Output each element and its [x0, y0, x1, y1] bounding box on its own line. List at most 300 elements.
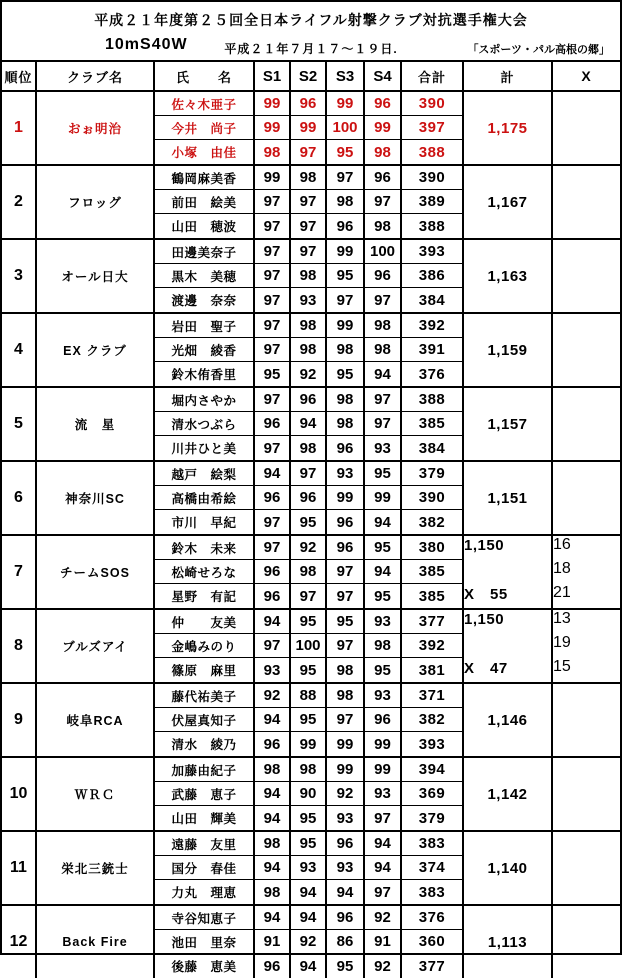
series-total-cell: 391: [402, 338, 464, 362]
score-cell: 98: [291, 166, 327, 190]
score-cell: 94: [255, 610, 291, 634]
series-total-cell: 390: [402, 92, 464, 116]
team-row-group: [2, 830, 620, 904]
club-name-cell: 栄北三銃士: [37, 832, 155, 904]
member-name-cell: 松崎せろな: [155, 560, 255, 584]
member-name-cell: 武藤 恵子: [155, 782, 255, 806]
member-name-cell: 篠原 麻里: [155, 658, 255, 682]
score-cell: 95: [365, 584, 402, 608]
score-cell: 97: [291, 214, 327, 238]
team-row-group: [2, 90, 620, 164]
score-cell: 96: [365, 264, 402, 288]
score-cell: 97: [291, 462, 327, 486]
score-cell: 96: [327, 906, 365, 930]
score-cell: 95: [327, 362, 365, 386]
series-total-cell: 388: [402, 214, 464, 238]
team-total-cell: 1,140: [464, 832, 553, 904]
x-column-cell: [553, 314, 620, 386]
member-name-cell: 力丸 理恵: [155, 880, 255, 904]
team-total-cell: 1,146: [464, 684, 553, 756]
club-name-cell: 神奈川SC: [37, 462, 155, 534]
team-row-group: [2, 682, 620, 756]
score-cell: 93: [365, 684, 402, 708]
score-cell: 95: [291, 832, 327, 856]
series-total-cell: 394: [402, 758, 464, 782]
score-cell: 94: [365, 560, 402, 584]
score-cell: 96: [327, 214, 365, 238]
club-name-cell: Back Fire: [37, 906, 155, 978]
score-cell: 99: [327, 92, 365, 116]
team-total-cell: 1,157: [464, 388, 553, 460]
x-count-lines: [553, 610, 620, 682]
title-block: [2, 2, 620, 60]
x-column-cell: [553, 388, 620, 460]
score-cell: 99: [327, 732, 365, 756]
rank-cell: 8: [2, 610, 37, 682]
score-cell: 97: [365, 880, 402, 904]
score-cell: 95: [365, 658, 402, 682]
rank-cell: 12: [2, 906, 37, 978]
score-cell: 96: [365, 92, 402, 116]
series-total-cell: 388: [402, 388, 464, 412]
score-cell: 98: [291, 264, 327, 288]
member-name-cell: 国分 春佳: [155, 856, 255, 880]
team-total-cell: [464, 536, 553, 608]
rank-cell: 4: [2, 314, 37, 386]
team-total-cell: 1,113: [464, 906, 553, 978]
score-cell: 99: [255, 166, 291, 190]
series-total-cell: 392: [402, 634, 464, 658]
member-name-cell: 伏屋真知子: [155, 708, 255, 732]
member-name-cell: 市川 早紀: [155, 510, 255, 534]
score-cell: 93: [365, 782, 402, 806]
series-total-cell: 374: [402, 856, 464, 880]
score-cell: 92: [365, 954, 402, 978]
score-cell: 92: [291, 362, 327, 386]
x-count-cell: 16: [553, 536, 571, 553]
x-column-cell: [553, 684, 620, 756]
team-row-group: [2, 460, 620, 534]
member-name-cell: 高橋由希絵: [155, 486, 255, 510]
team-row-group: [2, 608, 620, 682]
score-cell: 94: [365, 362, 402, 386]
series-total-cell: 397: [402, 116, 464, 140]
team-total-lines: [464, 537, 551, 607]
series-total-cell: 393: [402, 240, 464, 264]
score-cell: 96: [255, 486, 291, 510]
score-cell: 94: [291, 412, 327, 436]
club-name-cell: チームSOS: [37, 536, 155, 608]
score-cell: 93: [327, 806, 365, 830]
score-cell: 98: [291, 338, 327, 362]
member-name-cell: 遠藤 友里: [155, 832, 255, 856]
score-cell: 98: [255, 758, 291, 782]
score-cell: 98: [365, 214, 402, 238]
member-name-cell: 鈴木 未来: [155, 536, 255, 560]
header-s1: S1: [255, 62, 291, 90]
score-cell: 96: [291, 92, 327, 116]
club-name-cell: オール日大: [37, 240, 155, 312]
score-cell: 95: [291, 610, 327, 634]
score-cell: 96: [327, 536, 365, 560]
member-name-cell: 山田 輝美: [155, 806, 255, 830]
score-cell: 98: [365, 314, 402, 338]
score-cell: 94: [255, 906, 291, 930]
team-total-value: 1,150: [464, 611, 505, 628]
member-name-cell: 前田 絵美: [155, 190, 255, 214]
score-cell: 97: [291, 584, 327, 608]
score-cell: 95: [365, 536, 402, 560]
score-cell: 94: [327, 880, 365, 904]
member-name-cell: 黒木 美穂: [155, 264, 255, 288]
score-cell: 96: [327, 832, 365, 856]
series-total-cell: 382: [402, 708, 464, 732]
member-name-cell: 渡邊 奈奈: [155, 288, 255, 312]
score-cell: 97: [255, 240, 291, 264]
score-cell: 97: [255, 436, 291, 460]
score-cell: 96: [291, 388, 327, 412]
score-cell: 97: [255, 264, 291, 288]
rank-cell: 10: [2, 758, 37, 830]
team-row-group: [2, 904, 620, 978]
score-cell: 98: [327, 388, 365, 412]
club-name-cell: フロッグ: [37, 166, 155, 238]
rank-cell: 7: [2, 536, 37, 608]
score-cell: 96: [255, 954, 291, 978]
x-total-line: X 47: [464, 660, 508, 677]
member-name-cell: 寺谷知恵子: [155, 906, 255, 930]
series-total-cell: 383: [402, 880, 464, 904]
score-cell: 92: [255, 684, 291, 708]
x-total-line: X 55: [464, 586, 508, 603]
score-cell: 98: [291, 436, 327, 460]
score-cell: 97: [327, 560, 365, 584]
x-column-cell: [553, 462, 620, 534]
score-cell: 97: [291, 190, 327, 214]
score-cell: 99: [365, 758, 402, 782]
member-name-cell: 清水つぶら: [155, 412, 255, 436]
score-cell: 98: [291, 758, 327, 782]
score-cell: 86: [327, 930, 365, 954]
score-cell: 97: [255, 634, 291, 658]
score-cell: 94: [365, 510, 402, 534]
score-cell: 96: [365, 166, 402, 190]
score-cell: 95: [255, 362, 291, 386]
score-cell: 95: [327, 610, 365, 634]
score-cell: 97: [327, 288, 365, 312]
series-total-cell: 376: [402, 362, 464, 386]
score-cell: 93: [291, 856, 327, 880]
header-sum: 合計: [402, 62, 464, 90]
score-cell: 98: [365, 140, 402, 164]
member-name-cell: 今井 尚子: [155, 116, 255, 140]
score-cell: 97: [365, 412, 402, 436]
member-name-cell: 山田 穂波: [155, 214, 255, 238]
series-total-cell: 385: [402, 560, 464, 584]
subtitle-row: [2, 35, 620, 57]
score-cell: 98: [327, 190, 365, 214]
member-name-cell: 川井ひと美: [155, 436, 255, 460]
score-cell: 97: [291, 140, 327, 164]
member-name-cell: 鶴岡麻美香: [155, 166, 255, 190]
score-cell: 98: [255, 832, 291, 856]
member-name-cell: 池田 里奈: [155, 930, 255, 954]
club-name-cell: 流 星: [37, 388, 155, 460]
score-cell: 97: [255, 288, 291, 312]
score-cell: 98: [365, 338, 402, 362]
rank-cell: 3: [2, 240, 37, 312]
team-row-group: [2, 312, 620, 386]
series-total-cell: 380: [402, 536, 464, 560]
x-column-cell: [553, 240, 620, 312]
score-cell: 99: [291, 116, 327, 140]
score-cell: 97: [255, 190, 291, 214]
score-cell: 93: [327, 462, 365, 486]
score-cell: 99: [327, 314, 365, 338]
score-cell: 100: [327, 116, 365, 140]
page-title: 平成２１年度第２５回全日本ライフル射撃クラブ対抗選手権大会: [94, 12, 528, 28]
team-total-cell: 1,167: [464, 166, 553, 238]
score-cell: 88: [291, 684, 327, 708]
team-total-cell: 1,151: [464, 462, 553, 534]
score-cell: 98: [255, 140, 291, 164]
header-rank: 順位: [2, 62, 37, 90]
member-name-cell: 金嶋みのり: [155, 634, 255, 658]
score-cell: 92: [365, 906, 402, 930]
score-cell: 94: [255, 708, 291, 732]
score-cell: 98: [291, 314, 327, 338]
score-cell: 95: [365, 462, 402, 486]
score-cell: 99: [365, 486, 402, 510]
score-cell: 92: [327, 782, 365, 806]
series-total-cell: 388: [402, 140, 464, 164]
club-name-cell: おぉ明治: [37, 92, 155, 164]
score-cell: 99: [291, 732, 327, 756]
score-cell: 94: [291, 880, 327, 904]
club-name-cell: ＷＲＣ: [37, 758, 155, 830]
club-name-cell: ブルズアイ: [37, 610, 155, 682]
score-cell: 100: [291, 634, 327, 658]
series-total-cell: 385: [402, 412, 464, 436]
event-date: 平成２１年７月１７～１９日.: [224, 42, 398, 56]
series-total-cell: 371: [402, 684, 464, 708]
header-x: X: [581, 68, 592, 84]
table-header: [2, 60, 620, 90]
score-cell: 90: [291, 782, 327, 806]
series-total-cell: 376: [402, 906, 464, 930]
club-name-cell: EX クラブ: [37, 314, 155, 386]
team-row-group: [2, 756, 620, 830]
team-total-cell: 1,159: [464, 314, 553, 386]
team-row-group: [2, 534, 620, 608]
member-name-cell: 後藤 恵美: [155, 954, 255, 978]
team-row-group: [2, 238, 620, 312]
series-total-cell: 390: [402, 486, 464, 510]
score-cell: 97: [365, 288, 402, 312]
x-count-cell: 15: [553, 658, 571, 675]
team-total-lines: [464, 611, 551, 681]
member-name-cell: 小塚 由佳: [155, 140, 255, 164]
score-cell: 97: [327, 634, 365, 658]
x-count-cell: 21: [553, 584, 571, 601]
header-s3: S3: [327, 62, 365, 90]
score-cell: 91: [365, 930, 402, 954]
score-cell: 99: [255, 116, 291, 140]
score-cell: 93: [255, 658, 291, 682]
score-cell: 96: [255, 732, 291, 756]
score-cell: 92: [291, 536, 327, 560]
score-cell: 94: [255, 806, 291, 830]
score-cell: 97: [327, 584, 365, 608]
series-total-cell: 381: [402, 658, 464, 682]
score-cell: 95: [291, 658, 327, 682]
score-cell: 100: [365, 240, 402, 264]
score-cell: 93: [365, 610, 402, 634]
header-s2: S2: [291, 62, 327, 90]
header-total: 計: [464, 62, 553, 90]
series-total-cell: 385: [402, 584, 464, 608]
series-total-cell: 384: [402, 436, 464, 460]
score-cell: 99: [327, 486, 365, 510]
x-count-cell: 19: [553, 634, 571, 651]
series-total-cell: 384: [402, 288, 464, 312]
rank-cell: 1: [2, 92, 37, 164]
score-cell: 97: [255, 314, 291, 338]
member-name-cell: 堀内さやか: [155, 388, 255, 412]
x-column-cell: [553, 610, 620, 682]
x-count-cell: 18: [553, 560, 571, 577]
member-name-cell: 加藤由紀子: [155, 758, 255, 782]
x-count-lines: [553, 536, 620, 608]
x-column-cell: [553, 92, 620, 164]
x-count-cell: 13: [553, 610, 571, 627]
team-total-cell: [464, 610, 553, 682]
member-name-cell: 越戸 絵梨: [155, 462, 255, 486]
series-total-cell: 382: [402, 510, 464, 534]
score-cell: 97: [255, 510, 291, 534]
score-cell: 99: [327, 240, 365, 264]
score-cell: 93: [365, 436, 402, 460]
score-cell: 95: [291, 708, 327, 732]
rank-cell: 6: [2, 462, 37, 534]
series-total-cell: 393: [402, 732, 464, 756]
x-column-cell: [553, 906, 620, 978]
member-name-cell: 田邊美奈子: [155, 240, 255, 264]
score-cell: 95: [327, 264, 365, 288]
score-cell: 97: [365, 388, 402, 412]
member-name-cell: 仲 友美: [155, 610, 255, 634]
team-row-group: [2, 386, 620, 460]
score-cell: 96: [255, 560, 291, 584]
rank-cell: 9: [2, 684, 37, 756]
team-row-group: [2, 164, 620, 238]
score-cell: 94: [365, 832, 402, 856]
score-cell: 97: [327, 708, 365, 732]
header-s4: S4: [365, 62, 402, 90]
score-cell: 96: [327, 510, 365, 534]
series-total-cell: 392: [402, 314, 464, 338]
score-cell: 94: [291, 954, 327, 978]
team-total-cell: 1,142: [464, 758, 553, 830]
series-total-cell: 377: [402, 610, 464, 634]
member-name-cell: 星野 有記: [155, 584, 255, 608]
score-cell: 99: [255, 92, 291, 116]
header-club: クラブ名: [37, 62, 155, 90]
score-cell: 97: [255, 536, 291, 560]
score-cell: 97: [365, 190, 402, 214]
score-cell: 94: [255, 856, 291, 880]
score-cell: 97: [365, 806, 402, 830]
score-cell: 95: [291, 806, 327, 830]
score-cell: 99: [327, 758, 365, 782]
score-cell: 95: [327, 140, 365, 164]
score-cell: 97: [255, 388, 291, 412]
series-total-cell: 377: [402, 954, 464, 978]
score-cell: 97: [327, 166, 365, 190]
series-total-cell: 369: [402, 782, 464, 806]
member-name-cell: 藤代祐美子: [155, 684, 255, 708]
table-body: [2, 90, 620, 978]
score-cell: 94: [255, 462, 291, 486]
score-cell: 98: [327, 658, 365, 682]
venue-name: 「スポーツ・パル高根の郷」: [467, 44, 610, 56]
score-cell: 98: [327, 684, 365, 708]
x-column-cell: [553, 832, 620, 904]
member-name-cell: 鈴木侑香里: [155, 362, 255, 386]
score-cell: 96: [291, 486, 327, 510]
series-total-cell: 379: [402, 462, 464, 486]
score-cell: 97: [255, 338, 291, 362]
score-cell: 98: [365, 634, 402, 658]
score-cell: 93: [327, 856, 365, 880]
score-cell: 94: [255, 782, 291, 806]
score-cell: 96: [255, 412, 291, 436]
score-cell: 98: [255, 880, 291, 904]
x-column-cell: [553, 536, 620, 608]
event-name: 10mS40W: [105, 36, 188, 53]
score-cell: 96: [255, 584, 291, 608]
team-total-cell: 1,175: [464, 92, 553, 164]
rank-cell: 2: [2, 166, 37, 238]
score-cell: 98: [291, 560, 327, 584]
member-name-cell: 清水 綾乃: [155, 732, 255, 756]
score-cell: 98: [327, 338, 365, 362]
series-total-cell: 386: [402, 264, 464, 288]
score-cell: 94: [365, 856, 402, 880]
club-name-cell: 岐阜RCA: [37, 684, 155, 756]
rank-cell: 5: [2, 388, 37, 460]
score-cell: 92: [291, 930, 327, 954]
score-cell: 91: [255, 930, 291, 954]
score-cell: 96: [365, 708, 402, 732]
series-total-cell: 383: [402, 832, 464, 856]
member-name-cell: 岩田 聖子: [155, 314, 255, 338]
score-cell: 97: [291, 240, 327, 264]
series-total-cell: 360: [402, 930, 464, 954]
series-total-cell: 389: [402, 190, 464, 214]
score-cell: 93: [291, 288, 327, 312]
rank-cell: 11: [2, 832, 37, 904]
score-cell: 99: [365, 116, 402, 140]
score-cell: 94: [291, 906, 327, 930]
x-column-cell: [553, 166, 620, 238]
team-total-cell: 1,163: [464, 240, 553, 312]
member-name-cell: 佐々木亜子: [155, 92, 255, 116]
team-total-value: 1,150: [464, 537, 505, 554]
score-cell: 95: [291, 510, 327, 534]
score-cell: 99: [365, 732, 402, 756]
x-column-cell: [553, 758, 620, 830]
